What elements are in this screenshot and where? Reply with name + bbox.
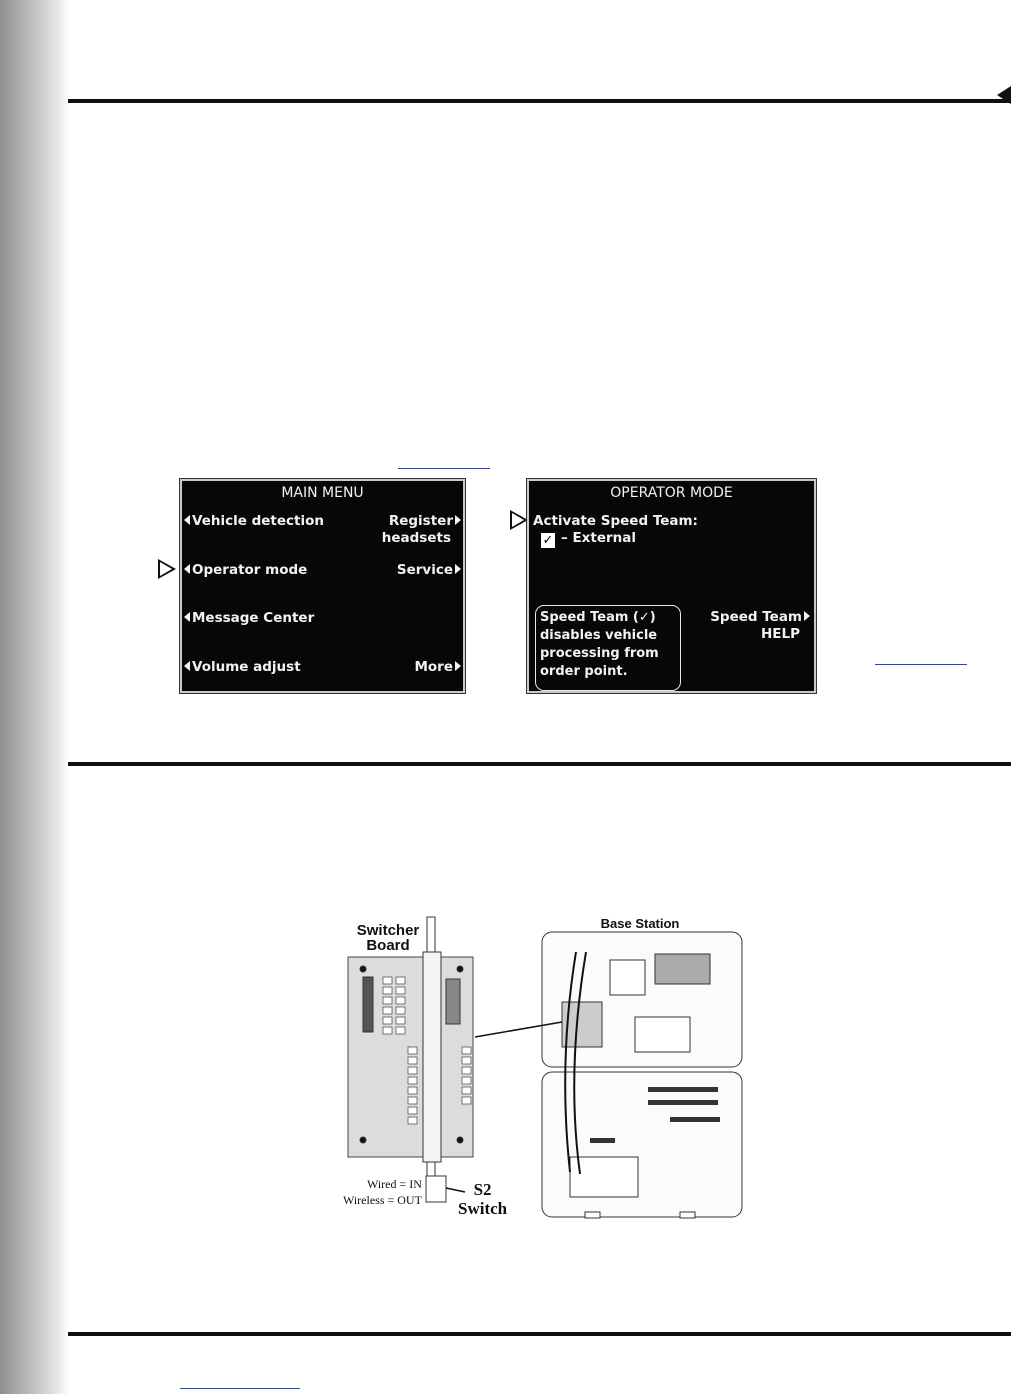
base-station-label: Base Station <box>600 916 680 931</box>
arrow-right-icon <box>455 564 461 574</box>
screen-title: OPERATOR MODE <box>610 485 733 501</box>
switcher-board-label: Switcher Board <box>356 922 420 954</box>
menu-item-vehicle-detection[interactable]: Vehicle detection <box>184 513 324 530</box>
arrow-right-icon <box>804 611 810 621</box>
speed-team-checkbox[interactable]: ✓ <box>542 533 554 548</box>
link-underline[interactable] <box>875 664 967 665</box>
link-underline[interactable] <box>398 468 490 469</box>
operator-mode-screen <box>527 479 816 693</box>
corner-marker <box>997 86 1011 104</box>
base-station <box>475 932 742 1218</box>
arrow-right-icon <box>455 661 461 671</box>
screen-title: MAIN MENU <box>281 485 364 501</box>
wireless-label: Wireless = OUT <box>343 1193 422 1207</box>
selection-pointer-icon <box>158 559 176 579</box>
switcher-board <box>348 917 473 1202</box>
bottom-rule <box>68 1332 1011 1336</box>
arrow-left-icon <box>184 564 190 574</box>
s2-switch-label: S2 Switch <box>458 1180 508 1218</box>
menu-item-register-headsets[interactable]: Register headsets <box>382 513 461 547</box>
top-rule <box>68 99 1011 103</box>
menu-item-operator-mode[interactable]: Operator mode <box>184 562 307 579</box>
menu-item-more[interactable]: More <box>414 659 461 676</box>
speed-team-info-box: Speed Team (✓) disables vehicle processing from order point. <box>535 605 681 691</box>
switcher-board-diagram <box>330 912 750 1222</box>
activate-speed-team-option[interactable]: Activate Speed Team: ✓ – External <box>533 513 698 548</box>
menu-item-volume-adjust[interactable]: Volume adjust <box>184 659 301 676</box>
arrow-left-icon <box>184 612 190 622</box>
link-underline[interactable] <box>180 1388 300 1389</box>
page-margin-gradient <box>0 0 70 1394</box>
menu-item-service[interactable]: Service <box>397 562 461 579</box>
section-rule <box>68 762 1011 766</box>
main-menu-screen <box>180 479 465 693</box>
wired-label: Wired = IN <box>367 1177 422 1191</box>
arrow-left-icon <box>184 515 190 525</box>
speed-team-help-button[interactable]: Speed Team HELP <box>710 609 810 643</box>
arrow-right-icon <box>455 515 461 525</box>
menu-item-message-center[interactable]: Message Center <box>184 610 314 627</box>
arrow-left-icon <box>184 661 190 671</box>
selection-pointer-icon <box>510 510 528 530</box>
